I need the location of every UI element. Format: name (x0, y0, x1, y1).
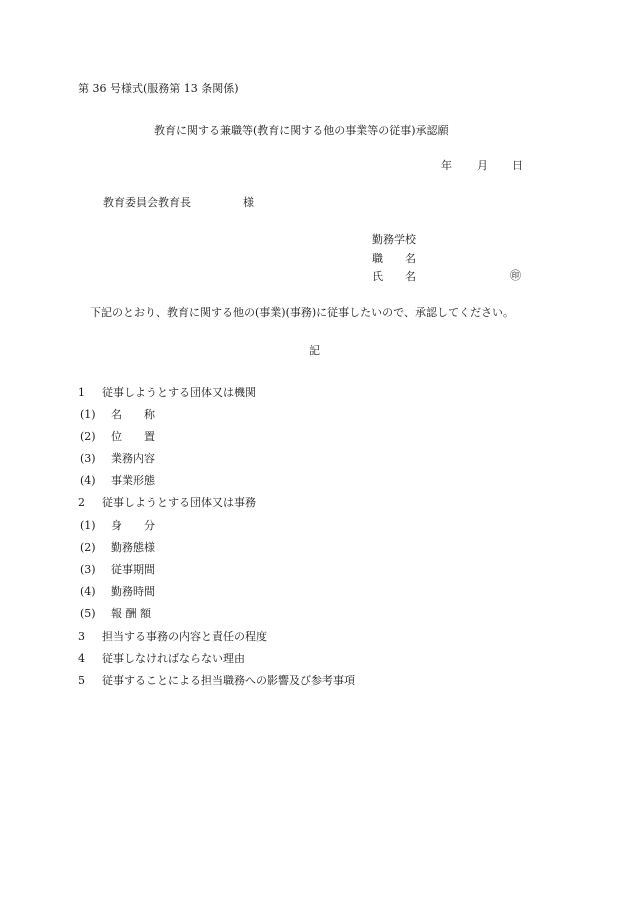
subsection-item (80, 561, 155, 577)
subsection-number: (3) (80, 563, 96, 576)
subsection-number: (2) (80, 430, 96, 443)
date-day-label: 日 (512, 159, 523, 172)
ki-heading: 記 (309, 344, 320, 357)
section-text: 従事することによる担当職務への影響及び参考事項 (102, 674, 355, 687)
section-number: 1 (78, 386, 85, 399)
subsection-number: (1) (80, 408, 96, 421)
section-item (78, 494, 256, 510)
section-text: 従事しようとする団体又は機関 (102, 386, 256, 399)
form-number: 第 36 号様式(服務第 13 条関係) (78, 82, 239, 95)
subsection-item (80, 517, 155, 533)
subsection-item (80, 472, 155, 488)
subsection-item (80, 450, 155, 466)
request-body-text: 下記のとおり、教育に関する他の(事業)(事務)に従事したいので、承認してください。 (90, 306, 514, 319)
subsection-number: (4) (80, 585, 96, 598)
subsection-number: (1) (80, 519, 96, 532)
section-text: 担当する事務の内容と責任の程度 (102, 630, 267, 643)
subsection-number: (3) (80, 452, 96, 465)
section-number: 2 (78, 496, 85, 509)
seal-mark: ㊞ (510, 269, 521, 282)
section-item (78, 384, 256, 400)
name-label: 氏 名 (372, 270, 416, 283)
subsection-number: (2) (80, 541, 96, 554)
subsection-text: 身 分 (111, 519, 155, 532)
document-title: 教育に関する兼職等(教育に関する他の事業等の従事)承認願 (154, 124, 449, 137)
section-item (78, 628, 267, 644)
subsection-text: 報 酬 額 (111, 607, 151, 620)
date-year-label: 年 (441, 159, 452, 172)
section-number: 5 (78, 674, 85, 687)
subsection-text: 位 置 (111, 430, 155, 443)
subsection-text: 従事期間 (111, 563, 155, 576)
subsection-item (80, 406, 155, 422)
date-month-label: 月 (477, 159, 488, 172)
subsection-text: 業務内容 (111, 452, 155, 465)
section-text: 従事しようとする団体又は事務 (102, 496, 256, 509)
subsection-item (80, 428, 155, 444)
subsection-item (80, 583, 155, 599)
subsection-item (80, 539, 155, 555)
subsection-text: 事業形態 (111, 474, 155, 487)
subsection-text: 名 称 (111, 408, 155, 421)
subsection-number: (5) (80, 607, 96, 620)
section-number: 3 (78, 630, 85, 643)
addressee-name: 教育委員会教育長 (103, 196, 191, 209)
position-label: 職 名 (372, 252, 416, 265)
subsection-text: 勤務時間 (111, 585, 155, 598)
section-item (78, 650, 245, 666)
section-text: 従事しなければならない理由 (102, 652, 245, 665)
subsection-text: 勤務態様 (111, 541, 155, 554)
subsection-item (80, 605, 151, 621)
section-number: 4 (78, 652, 85, 665)
addressee-honorific: 様 (243, 196, 254, 209)
subsection-number: (4) (80, 474, 96, 487)
section-item (78, 672, 355, 688)
school-label: 勤務学校 (372, 233, 416, 246)
